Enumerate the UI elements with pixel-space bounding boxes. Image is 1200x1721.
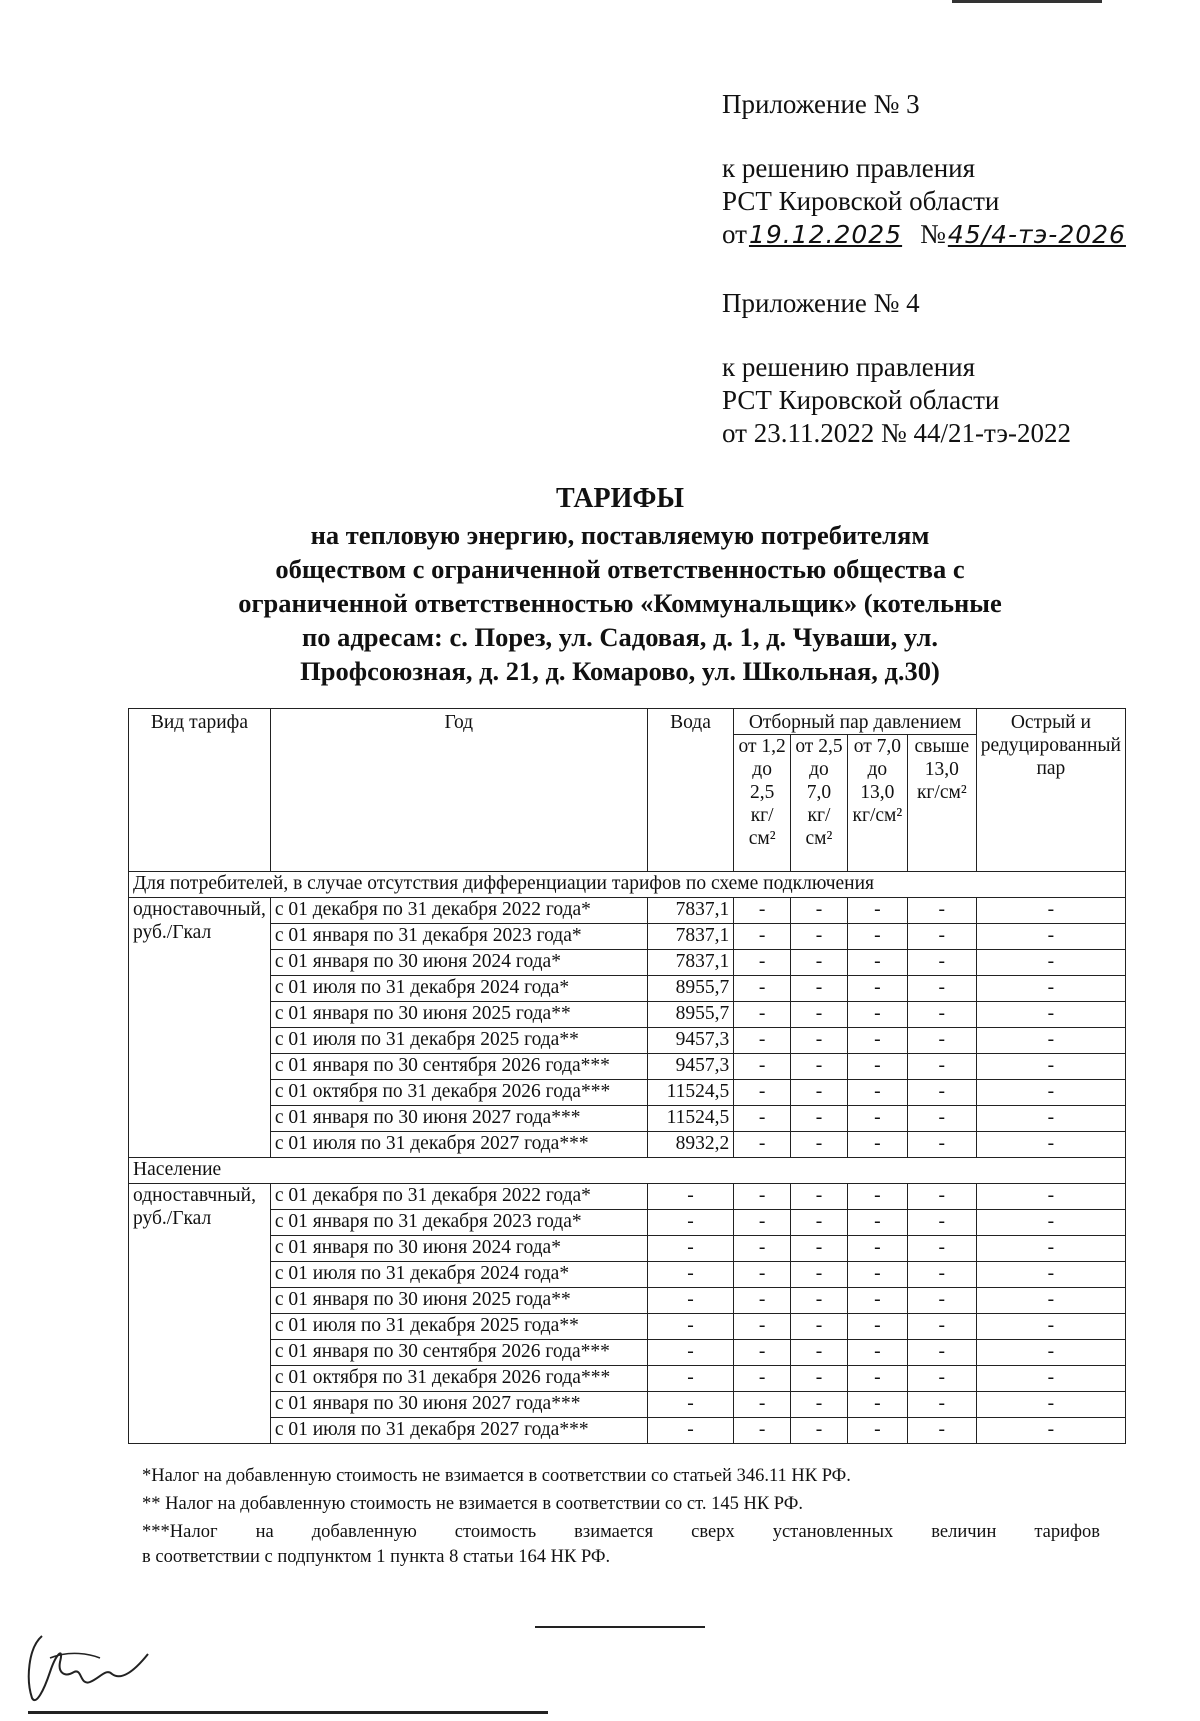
steam-tariff-cell: - bbox=[734, 1262, 791, 1288]
steam-tariff-cell: - bbox=[976, 1340, 1125, 1366]
appendix-3-date-line bbox=[722, 218, 1126, 251]
heading-subtitle-line: Профсоюзная, д. 21, д. Комарово, ул. Школьная, д.30) bbox=[300, 656, 940, 686]
steam-tariff-cell: - bbox=[791, 1288, 848, 1314]
appendix-4-block bbox=[722, 287, 1071, 450]
steam-tariff-cell: - bbox=[847, 1210, 907, 1236]
table-row bbox=[129, 1392, 1126, 1418]
steam-tariff-cell: - bbox=[976, 1392, 1125, 1418]
steam-tariff-cell: - bbox=[976, 1184, 1125, 1210]
steam-tariff-cell: - bbox=[976, 1314, 1125, 1340]
steam-tariff-cell: - bbox=[847, 1314, 907, 1340]
steam-tariff-cell: - bbox=[847, 1054, 907, 1080]
period-cell: с 01 октября по 31 декабря 2026 года*** bbox=[270, 1366, 647, 1392]
section-title: Население bbox=[129, 1158, 1126, 1184]
steam-tariff-cell: - bbox=[976, 1106, 1125, 1132]
steam-tariff-cell: - bbox=[907, 1236, 976, 1262]
header-tariff-type: Вид тарифа bbox=[129, 709, 271, 872]
appendix-3-line1: к решению правления bbox=[722, 153, 976, 183]
water-tariff-cell: - bbox=[647, 1288, 734, 1314]
steam-tariff-cell: - bbox=[976, 1210, 1125, 1236]
steam-tariff-cell: - bbox=[907, 1392, 976, 1418]
steam-tariff-cell: - bbox=[907, 1132, 976, 1158]
appendix-3-date-handwritten: 19.12.2025 bbox=[748, 220, 903, 249]
header-steam-4: свыше 13,0 кг/см² bbox=[907, 735, 976, 872]
steam-tariff-cell: - bbox=[907, 898, 976, 924]
header-steam-1: от 1,2 до 2,5 кг/см² bbox=[734, 735, 791, 872]
steam-tariff-cell: - bbox=[734, 1366, 791, 1392]
water-tariff-cell: - bbox=[647, 1210, 734, 1236]
steam-tariff-cell: - bbox=[907, 1080, 976, 1106]
water-tariff-cell: 11524,5 bbox=[647, 1080, 734, 1106]
period-cell: с 01 октября по 31 декабря 2026 года*** bbox=[270, 1080, 647, 1106]
steam-tariff-cell: - bbox=[734, 976, 791, 1002]
water-tariff-cell: 7837,1 bbox=[647, 924, 734, 950]
steam-tariff-cell: - bbox=[734, 924, 791, 950]
table-row bbox=[129, 924, 1126, 950]
steam-tariff-cell: - bbox=[847, 1236, 907, 1262]
steam-tariff-cell: - bbox=[907, 1054, 976, 1080]
steam-tariff-cell: - bbox=[976, 976, 1125, 1002]
header-steam-group: Отборный пар давлением bbox=[734, 709, 977, 735]
steam-tariff-cell: - bbox=[847, 1080, 907, 1106]
footnote-3-line1: ***Налог на добавленную стоимость взимается сверх установленных величин тарифов bbox=[142, 1522, 1100, 1542]
steam-tariff-cell: - bbox=[847, 976, 907, 1002]
steam-tariff-cell: - bbox=[976, 1366, 1125, 1392]
steam-tariff-cell: - bbox=[791, 1314, 848, 1340]
period-cell: с 01 января по 30 сентября 2026 года*** bbox=[270, 1054, 647, 1080]
steam-tariff-cell: - bbox=[734, 1288, 791, 1314]
steam-tariff-cell: - bbox=[734, 1314, 791, 1340]
steam-tariff-cell: - bbox=[976, 898, 1125, 924]
steam-tariff-cell: - bbox=[847, 1340, 907, 1366]
steam-tariff-cell: - bbox=[847, 1028, 907, 1054]
table-row bbox=[129, 1366, 1126, 1392]
water-tariff-cell: - bbox=[647, 1236, 734, 1262]
steam-tariff-cell: - bbox=[791, 1106, 848, 1132]
steam-tariff-cell: - bbox=[847, 1392, 907, 1418]
steam-tariff-cell: - bbox=[847, 1366, 907, 1392]
table-row bbox=[129, 1288, 1126, 1314]
table-row bbox=[129, 1210, 1126, 1236]
steam-tariff-cell: - bbox=[847, 950, 907, 976]
period-cell: с 01 января по 30 июня 2027 года*** bbox=[270, 1392, 647, 1418]
steam-tariff-cell: - bbox=[791, 1366, 848, 1392]
table-row bbox=[129, 1418, 1126, 1444]
steam-tariff-cell: - bbox=[734, 1054, 791, 1080]
period-cell: с 01 декабря по 31 декабря 2022 года* bbox=[270, 898, 647, 924]
steam-tariff-cell: - bbox=[791, 1340, 848, 1366]
header-sharp-steam: Острый и редуцированный пар bbox=[976, 709, 1125, 872]
period-cell: с 01 января по 30 июня 2025 года** bbox=[270, 1002, 647, 1028]
appendix-3-line2: РСТ Кировской области bbox=[722, 186, 1000, 216]
water-tariff-cell: 7837,1 bbox=[647, 950, 734, 976]
footnote-2: ** Налог на добавленную стоимость не взимается в соответствии со ст. 145 НК РФ. bbox=[142, 1494, 803, 1514]
table-row bbox=[129, 1262, 1126, 1288]
period-cell: с 01 июля по 31 декабря 2025 года** bbox=[270, 1028, 647, 1054]
steam-tariff-cell: - bbox=[976, 1262, 1125, 1288]
steam-tariff-cell: - bbox=[907, 1418, 976, 1444]
steam-tariff-cell: - bbox=[847, 1262, 907, 1288]
steam-tariff-cell: - bbox=[976, 924, 1125, 950]
table-row bbox=[129, 976, 1126, 1002]
appendix-4-line3: от 23.11.2022 № 44/21-тэ-2022 bbox=[722, 418, 1071, 448]
scan-top-mark bbox=[952, 0, 1102, 3]
table-row bbox=[129, 1340, 1126, 1366]
signature-icon bbox=[20, 1628, 170, 1708]
water-tariff-cell: 8932,2 bbox=[647, 1132, 734, 1158]
document-heading bbox=[130, 482, 1110, 688]
table-row bbox=[129, 898, 1126, 924]
appendix-4-line2: РСТ Кировской области bbox=[722, 385, 1000, 415]
steam-tariff-cell: - bbox=[976, 1418, 1125, 1444]
steam-tariff-cell: - bbox=[847, 898, 907, 924]
period-cell: с 01 января по 30 июня 2025 года** bbox=[270, 1288, 647, 1314]
scan-bottom-mark bbox=[28, 1711, 548, 1714]
steam-tariff-cell: - bbox=[976, 1288, 1125, 1314]
heading-subtitle-line: ограниченной ответственностью «Коммунальщик» (котельные bbox=[238, 588, 1002, 618]
water-tariff-cell: 9457,3 bbox=[647, 1028, 734, 1054]
water-tariff-cell: - bbox=[647, 1366, 734, 1392]
water-tariff-cell: - bbox=[647, 1262, 734, 1288]
steam-tariff-cell: - bbox=[734, 1002, 791, 1028]
tariff-table bbox=[128, 708, 1126, 1444]
steam-tariff-cell: - bbox=[734, 1028, 791, 1054]
section-population bbox=[129, 1158, 1126, 1444]
steam-tariff-cell: - bbox=[791, 924, 848, 950]
period-cell: с 01 июля по 31 декабря 2024 года* bbox=[270, 976, 647, 1002]
steam-tariff-cell: - bbox=[976, 1002, 1125, 1028]
steam-tariff-cell: - bbox=[976, 1236, 1125, 1262]
steam-tariff-cell: - bbox=[791, 1184, 848, 1210]
steam-tariff-cell: - bbox=[847, 1132, 907, 1158]
steam-tariff-cell: - bbox=[791, 950, 848, 976]
steam-tariff-cell: - bbox=[907, 1002, 976, 1028]
steam-tariff-cell: - bbox=[907, 1366, 976, 1392]
section-title: Для потребителей, в случае отсутствия дифференциации тарифов по схеме подключения bbox=[129, 872, 1126, 898]
tariff-type-cell: одноставчный, руб./Гкал bbox=[129, 1184, 271, 1444]
steam-tariff-cell: - bbox=[847, 1106, 907, 1132]
table-row bbox=[129, 1028, 1126, 1054]
steam-tariff-cell: - bbox=[734, 1184, 791, 1210]
steam-tariff-cell: - bbox=[791, 1080, 848, 1106]
steam-tariff-cell: - bbox=[791, 1132, 848, 1158]
period-cell: с 01 января по 30 сентября 2026 года*** bbox=[270, 1340, 647, 1366]
steam-tariff-cell: - bbox=[734, 1132, 791, 1158]
water-tariff-cell: 9457,3 bbox=[647, 1054, 734, 1080]
steam-tariff-cell: - bbox=[791, 1002, 848, 1028]
steam-tariff-cell: - bbox=[976, 1080, 1125, 1106]
steam-tariff-cell: - bbox=[734, 898, 791, 924]
water-tariff-cell: - bbox=[647, 1184, 734, 1210]
steam-tariff-cell: - bbox=[791, 1054, 848, 1080]
steam-tariff-cell: - bbox=[847, 1418, 907, 1444]
header-water: Вода bbox=[647, 709, 734, 872]
section-general bbox=[129, 872, 1126, 1158]
table-row bbox=[129, 1314, 1126, 1340]
table-row bbox=[129, 1106, 1126, 1132]
period-cell: с 01 июля по 31 декабря 2027 года*** bbox=[270, 1418, 647, 1444]
steam-tariff-cell: - bbox=[791, 1236, 848, 1262]
steam-tariff-cell: - bbox=[976, 1132, 1125, 1158]
water-tariff-cell: - bbox=[647, 1392, 734, 1418]
steam-tariff-cell: - bbox=[791, 1262, 848, 1288]
steam-tariff-cell: - bbox=[791, 1392, 848, 1418]
steam-tariff-cell: - bbox=[907, 976, 976, 1002]
table-row bbox=[129, 1184, 1126, 1210]
period-cell: с 01 января по 31 декабря 2023 года* bbox=[270, 1210, 647, 1236]
steam-tariff-cell: - bbox=[907, 1314, 976, 1340]
steam-tariff-cell: - bbox=[734, 1340, 791, 1366]
steam-tariff-cell: - bbox=[907, 1106, 976, 1132]
water-tariff-cell: - bbox=[647, 1340, 734, 1366]
header-year: Год bbox=[270, 709, 647, 872]
period-cell: с 01 июля по 31 декабря 2027 года*** bbox=[270, 1132, 647, 1158]
appendix-3-number-prefix: № bbox=[920, 219, 946, 249]
heading-subtitle-line: по адресам: с. Порез, ул. Садовая, д. 1, д. Чуваши, ул. bbox=[301, 622, 938, 652]
water-tariff-cell: 8955,7 bbox=[647, 1002, 734, 1028]
period-cell: с 01 июля по 31 декабря 2024 года* bbox=[270, 1262, 647, 1288]
appendix-3-date-prefix: от bbox=[722, 219, 747, 249]
steam-tariff-cell: - bbox=[734, 1418, 791, 1444]
steam-tariff-cell: - bbox=[976, 1028, 1125, 1054]
steam-tariff-cell: - bbox=[734, 1392, 791, 1418]
period-cell: с 01 января по 30 июня 2024 года* bbox=[270, 950, 647, 976]
steam-tariff-cell: - bbox=[907, 1262, 976, 1288]
steam-tariff-cell: - bbox=[907, 1028, 976, 1054]
steam-tariff-cell: - bbox=[847, 1184, 907, 1210]
steam-tariff-cell: - bbox=[847, 1002, 907, 1028]
steam-tariff-cell: - bbox=[791, 1210, 848, 1236]
separator-line bbox=[535, 1626, 705, 1628]
steam-tariff-cell: - bbox=[976, 1054, 1125, 1080]
period-cell: с 01 января по 30 июня 2027 года*** bbox=[270, 1106, 647, 1132]
steam-tariff-cell: - bbox=[734, 1210, 791, 1236]
heading-subtitle-line: обществом с ограниченной ответственностью общества с bbox=[275, 554, 965, 584]
table-row bbox=[129, 950, 1126, 976]
table-row bbox=[129, 1002, 1126, 1028]
steam-tariff-cell: - bbox=[791, 976, 848, 1002]
water-tariff-cell: - bbox=[647, 1418, 734, 1444]
heading-subtitle-line: на тепловую энергию, поставляемую потребителям bbox=[310, 520, 930, 550]
steam-tariff-cell: - bbox=[907, 950, 976, 976]
footnotes bbox=[142, 1464, 1100, 1570]
steam-tariff-cell: - bbox=[907, 1184, 976, 1210]
header-steam-2: от 2,5 до 7,0 кг/см² bbox=[791, 735, 848, 872]
table-row bbox=[129, 1236, 1126, 1262]
heading-title: ТАРИФЫ bbox=[556, 483, 684, 514]
tariff-type-cell: одноставочный, руб./Гкал bbox=[129, 898, 271, 1158]
water-tariff-cell: - bbox=[647, 1314, 734, 1340]
steam-tariff-cell: - bbox=[791, 1418, 848, 1444]
period-cell: с 01 декабря по 31 декабря 2022 года* bbox=[270, 1184, 647, 1210]
steam-tariff-cell: - bbox=[907, 1340, 976, 1366]
water-tariff-cell: 7837,1 bbox=[647, 898, 734, 924]
table-row bbox=[129, 1054, 1126, 1080]
steam-tariff-cell: - bbox=[734, 1106, 791, 1132]
steam-tariff-cell: - bbox=[847, 924, 907, 950]
appendix-3-title: Приложение № 3 bbox=[722, 89, 920, 119]
period-cell: с 01 января по 31 декабря 2023 года* bbox=[270, 924, 647, 950]
header-steam-3: от 7,0 до 13,0 кг/см² bbox=[847, 735, 907, 872]
table-row bbox=[129, 1080, 1126, 1106]
appendix-4-title: Приложение № 4 bbox=[722, 288, 920, 318]
steam-tariff-cell: - bbox=[847, 1288, 907, 1314]
period-cell: с 01 января по 30 июня 2024 года* bbox=[270, 1236, 647, 1262]
table-row bbox=[129, 1132, 1126, 1158]
steam-tariff-cell: - bbox=[976, 950, 1125, 976]
water-tariff-cell: 11524,5 bbox=[647, 1106, 734, 1132]
steam-tariff-cell: - bbox=[734, 1236, 791, 1262]
appendix-4-line1: к решению правления bbox=[722, 352, 976, 382]
period-cell: с 01 июля по 31 декабря 2025 года** bbox=[270, 1314, 647, 1340]
steam-tariff-cell: - bbox=[907, 1210, 976, 1236]
steam-tariff-cell: - bbox=[734, 1080, 791, 1106]
steam-tariff-cell: - bbox=[791, 898, 848, 924]
appendix-3-number-handwritten: 45/4-тэ-2026 bbox=[947, 220, 1126, 249]
footnote-3-line2: в соответствии с подпунктом 1 пункта 8 статьи 164 НК РФ. bbox=[142, 1547, 611, 1567]
steam-tariff-cell: - bbox=[907, 924, 976, 950]
steam-tariff-cell: - bbox=[907, 1288, 976, 1314]
appendix-3-block bbox=[722, 88, 1126, 251]
steam-tariff-cell: - bbox=[791, 1028, 848, 1054]
footnote-1: *Налог на добавленную стоимость не взимается в соответствии со статьей 346.11 НК РФ. bbox=[142, 1466, 851, 1486]
water-tariff-cell: 8955,7 bbox=[647, 976, 734, 1002]
steam-tariff-cell: - bbox=[734, 950, 791, 976]
